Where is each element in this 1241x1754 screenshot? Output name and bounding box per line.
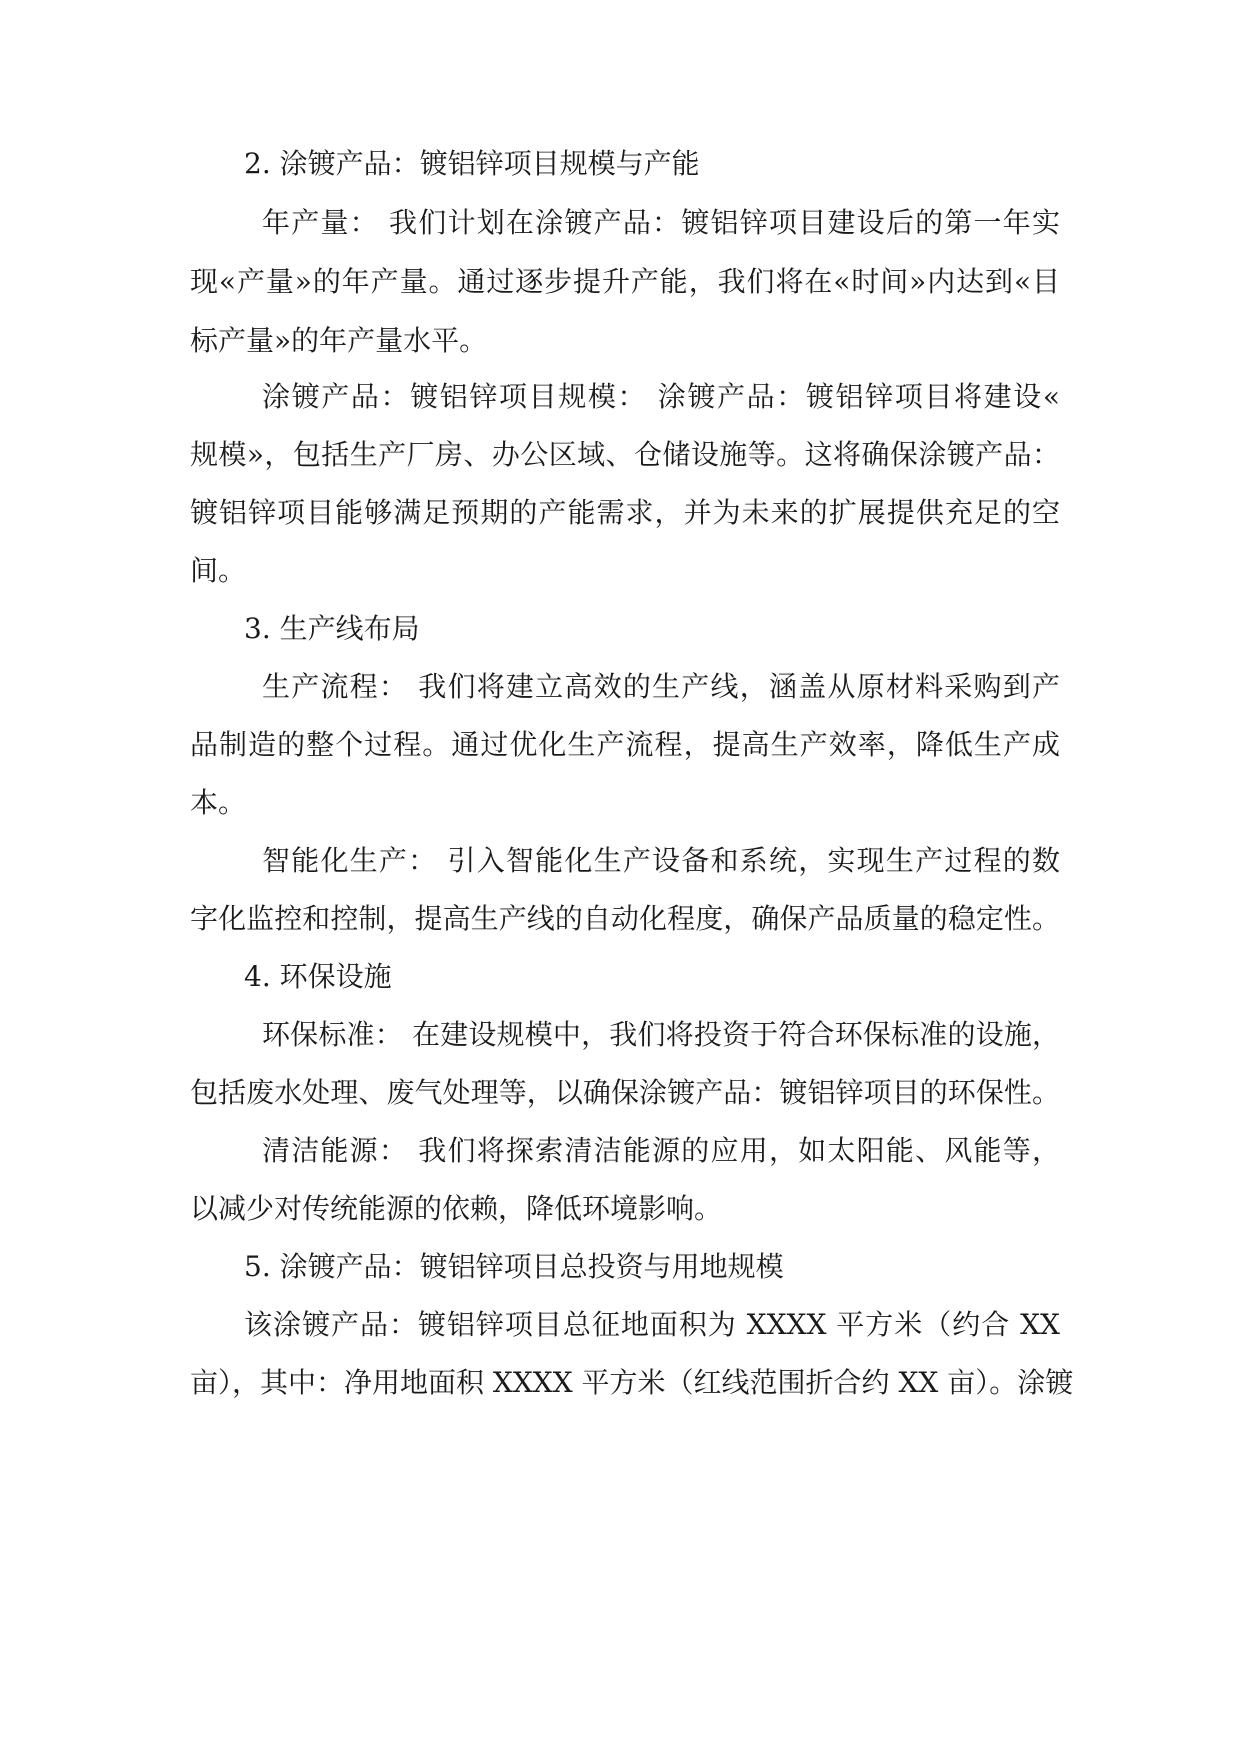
paragraph-line: 品制造的整个过程。通过优化生产流程，提高生产效率，降低生产成 <box>190 728 1060 761</box>
paragraph-line: 年产量： 我们计划在涂镀产品：镀铝锌项目建设后的第一年实 <box>262 206 1060 239</box>
paragraph-line: 清洁能源： 我们将探索清洁能源的应用，如太阳能、风能等， <box>262 1134 1060 1167</box>
paragraph-line: 以减少对传统能源的依赖，降低环境影响。 <box>190 1192 723 1225</box>
paragraph-line: 间。 <box>190 554 247 587</box>
paragraph-line: 该涂镀产品：镀铝锌项目总征地面积为 XXXX 平方米（约合 XX <box>244 1308 1060 1341</box>
paragraph-line: 亩），其中：净用地面积 XXXX 平方米（红线范围折合约 XX 亩）。涂镀 <box>190 1366 1074 1399</box>
paragraph-line: 环保标准： 在建设规模中，我们将投资于符合环保标准的设施， <box>262 1018 1060 1051</box>
paragraph-line: 规模»，包括生产厂房、办公区域、仓储设施等。这将确保涂镀产品： <box>190 438 1060 471</box>
paragraph-line: 字化监控和控制，提高生产线的自动化程度，确保产品质量的稳定性。 <box>190 902 1060 935</box>
paragraph-line: 涂镀产品：镀铝锌项目规模： 涂镀产品：镀铝锌项目将建设« <box>262 380 1060 413</box>
section-heading-2: 2. 涂镀产品：镀铝锌项目规模与产能 <box>244 147 700 180</box>
section-heading-3: 3. 生产线布局 <box>244 612 420 645</box>
section-heading-5: 5. 涂镀产品：镀铝锌项目总投资与用地规模 <box>244 1250 784 1283</box>
paragraph-line: 镀铝锌项目能够满足预期的产能需求，并为未来的扩展提供充足的空 <box>190 496 1060 529</box>
paragraph-line: 标产量»的年产量水平。 <box>190 324 488 357</box>
paragraph-line: 本。 <box>190 786 247 819</box>
paragraph-line: 包括废水处理、废气处理等，以确保涂镀产品：镀铝锌项目的环保性。 <box>190 1076 1060 1109</box>
paragraph-line: 智能化生产： 引入智能化生产设备和系统，实现生产过程的数 <box>262 844 1060 877</box>
section-heading-4: 4. 环保设施 <box>244 960 392 993</box>
paragraph-line: 现«产量»的年产量。通过逐步提升产能，我们将在«时间»内达到«目 <box>190 265 1060 298</box>
paragraph-line: 生产流程： 我们将建立高效的生产线，涵盖从原材料采购到产 <box>262 670 1060 703</box>
